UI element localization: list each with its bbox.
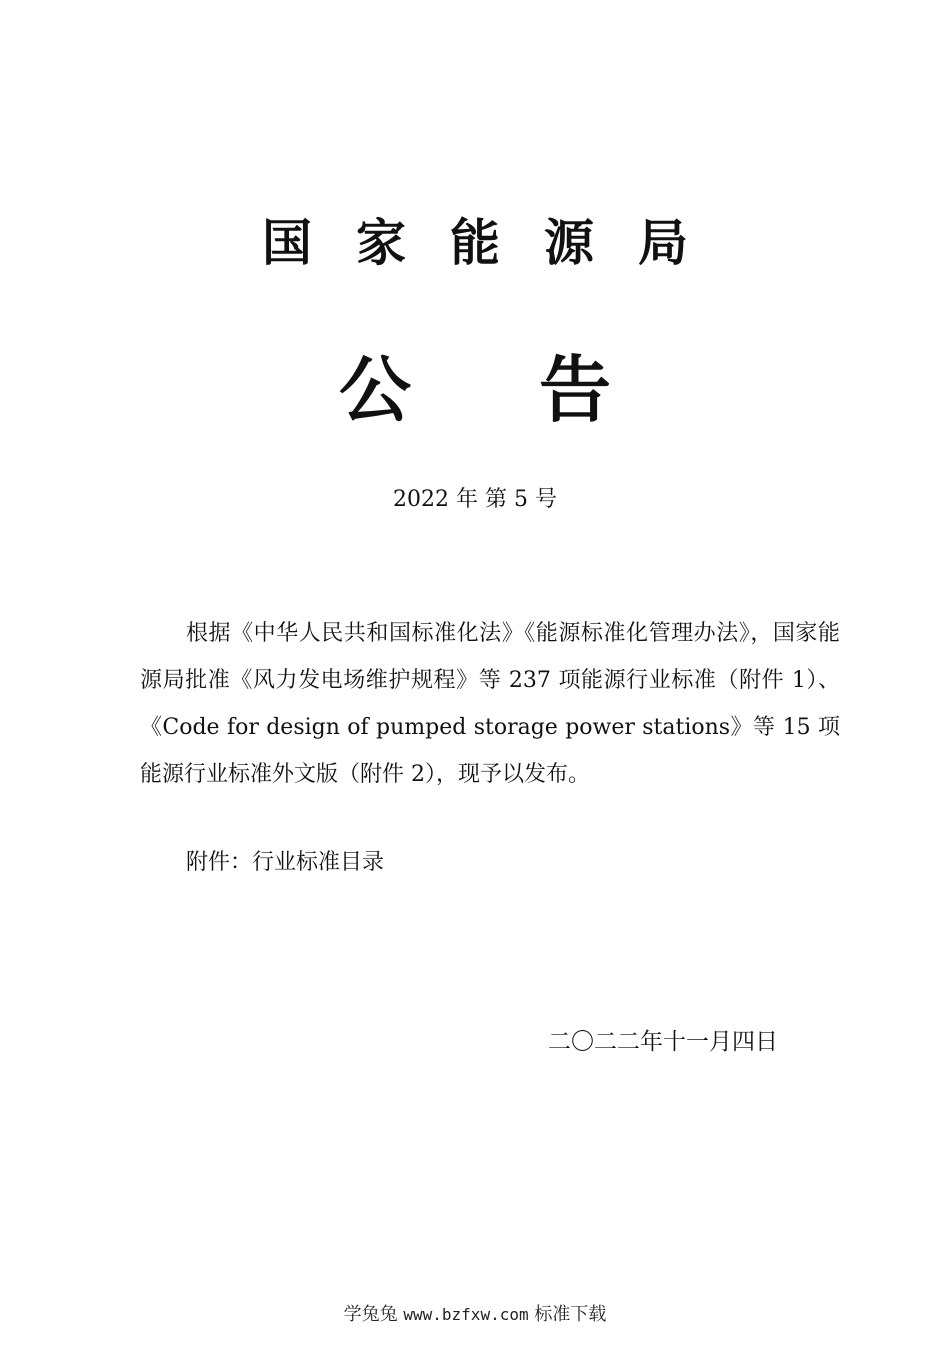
- announcement-paragraph: 根据《中华人民共和国标准化法》《能源标准化管理办法》，国家能源局批准《风力发电场维护规程》等 237 项能源行业标准（附件 1）、《Code for design of pumped storage power stations》等 15 项能源行业标准外文版（附件 2），现予以发布。: [140, 621, 840, 787]
- footer-tagline: 标准下载: [534, 1304, 607, 1325]
- watermark-footer: [0, 1301, 950, 1329]
- issue-date: 二〇二二年十一月四日: [548, 1029, 778, 1055]
- document-number: 2022 年 第 5 号: [393, 487, 557, 512]
- issuing-agency-title: 国家能源局: [262, 213, 732, 272]
- document-type-title: 公告: [338, 347, 739, 432]
- footer-url-link[interactable]: www.bzfxw.com: [403, 1305, 529, 1324]
- footer-site-name: 学兔兔: [343, 1304, 398, 1325]
- attachment-line: 附件：行业标准目录: [186, 850, 385, 875]
